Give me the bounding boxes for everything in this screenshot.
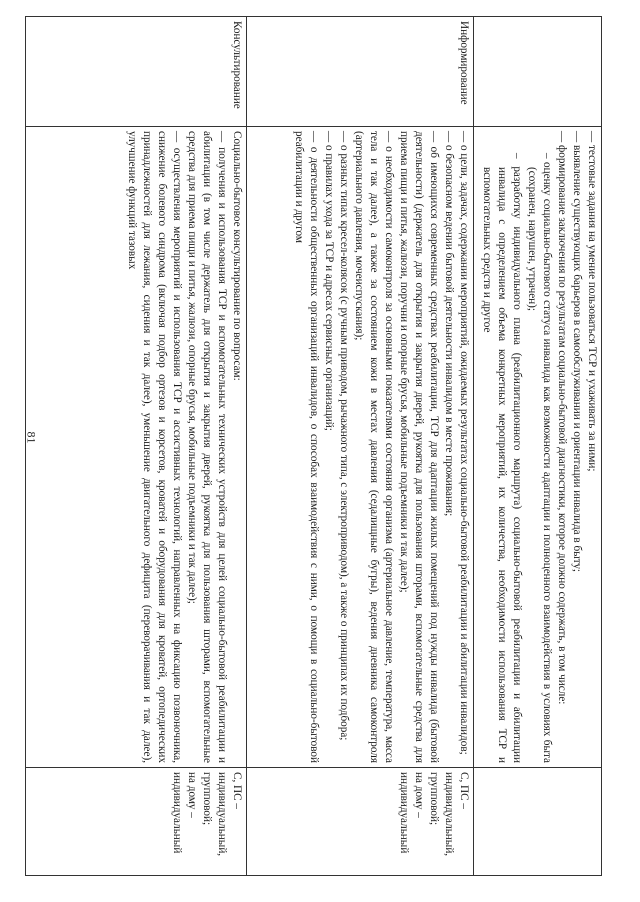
content-line: Социально-бытовое консультирование по вопросам:	[231, 131, 243, 381]
content-line: — о необходимости самоконтроля за основными показателями состояния организма (артериальное давление, температура, масса тела и так далее), а также за состоянием кожи в местах давления (седалищные бугры), ведения дневника самоконтроля (артериального давления, мочеиспускания);	[353, 131, 395, 763]
form-line: индивидуальный	[171, 772, 183, 854]
service-content-cell	[247, 127, 474, 768]
page-number: 81	[24, 431, 39, 444]
content-line: — выявление существующих барьеров в самообслуживании и ориентации инвалида в быту;	[571, 131, 583, 573]
table-row	[474, 17, 602, 876]
content-line: — о деятельности общественных организаций инвалидов, о способах взаимодействия с ними, о помощи в социально-бытовой реабилитации и другом	[293, 131, 320, 763]
rotated-page	[26, 16, 602, 876]
content-line: — о правилах ухода за ТСР и адресах сервисных организаций;	[323, 131, 335, 431]
form-line: индивидуальный, групповой;	[201, 772, 228, 857]
content-line: — осуществления мероприятий и использования ТСР и ассистивных технологий, направленных на фиксацию позвоночника, снижение болевого синдрома (включая подбор ортезов и корсетов, кроватей и оборудования для кроватей, ортопедических принадлежностей для лежания, сидения и так далее), уменьшение двигательного дефицита (переворачивания и так далее), улучшение функций тазовых	[126, 131, 183, 763]
service-type-cell	[474, 17, 602, 127]
service-type-cell	[247, 17, 474, 127]
content-line: — о цели, задачах, содержании мероприятий, ожидаемых результатах социально-бытовой реабилитации и абилитации инвалидов;	[458, 131, 470, 755]
content-line: — получения и использования ТСР и вспомогательных технических устройств для целей социально-бытовой реабилитации и абилитации (в том числе держатель для открытия и закрытия дверей, рукоятка для пользования шторами, вспомогательные средства для приема пищи и питья, жалюзи, опорные брусья, мобильные подъемники и так далее);	[186, 131, 228, 763]
table-row	[26, 17, 247, 876]
content-line: — о безопасном ведении бытовой деятельности инвалидом в месте проживания;	[443, 131, 455, 517]
form-line: на дому –	[413, 772, 425, 818]
content-line: — о разных типах кресел-колясок (с ручным приводом, рычажного типа, с электроприводом), а также о принципах их подбора;	[338, 131, 350, 741]
form-line: С, ПС –	[458, 772, 470, 809]
service-type-label: Информирование	[458, 21, 470, 105]
form-cell	[247, 768, 474, 876]
content-line: — тестовые задания на умение пользоваться ТСР и ухаживать за ними;	[586, 131, 598, 472]
service-content-cell	[474, 127, 602, 768]
form-line: индивидуальный	[398, 772, 410, 854]
content-line: — формирование заключения по результатам социально-бытовой диагностики, которое должно содержать, в том числе:	[556, 131, 568, 705]
content-line: — об имеющихся современных средствах реабилитации, ТСР для адаптации жилых помещений под нужды инвалида (бытовой деятельности) (держатель для открытия и закрытия дверей, рукоятка для пользования шторами, вспомогательные средства для приема пищи и питья, жалюзи, поручни и опорные брусья, мобильные подъемники и так далее);	[398, 131, 440, 763]
services-table	[25, 16, 602, 876]
sub-item: – разработку индивидуального плана (реабилитационного маршрута) социально-бытовой реабилитации и абилитации инвалида с определением объема конкретных мероприятий, их количества, необходимости использования ТСР и вспомогательных средств и другое	[481, 153, 523, 763]
sub-item: – оценку социально-бытового статуса инвалида как возможности адаптации и полноценного взаимодействия в условиях быта (сохранен, нарушен, утрачен);	[526, 153, 553, 763]
service-type-cell	[26, 17, 247, 127]
form-cell	[474, 768, 602, 876]
service-type-label: Консультирование	[231, 21, 243, 109]
service-content-cell	[26, 127, 247, 768]
form-line: индивидуальный, групповой;	[428, 772, 455, 857]
form-cell	[26, 768, 247, 876]
form-line: на дому –	[186, 772, 198, 818]
table-row	[247, 17, 474, 876]
form-line: С, ПС –	[231, 772, 243, 809]
